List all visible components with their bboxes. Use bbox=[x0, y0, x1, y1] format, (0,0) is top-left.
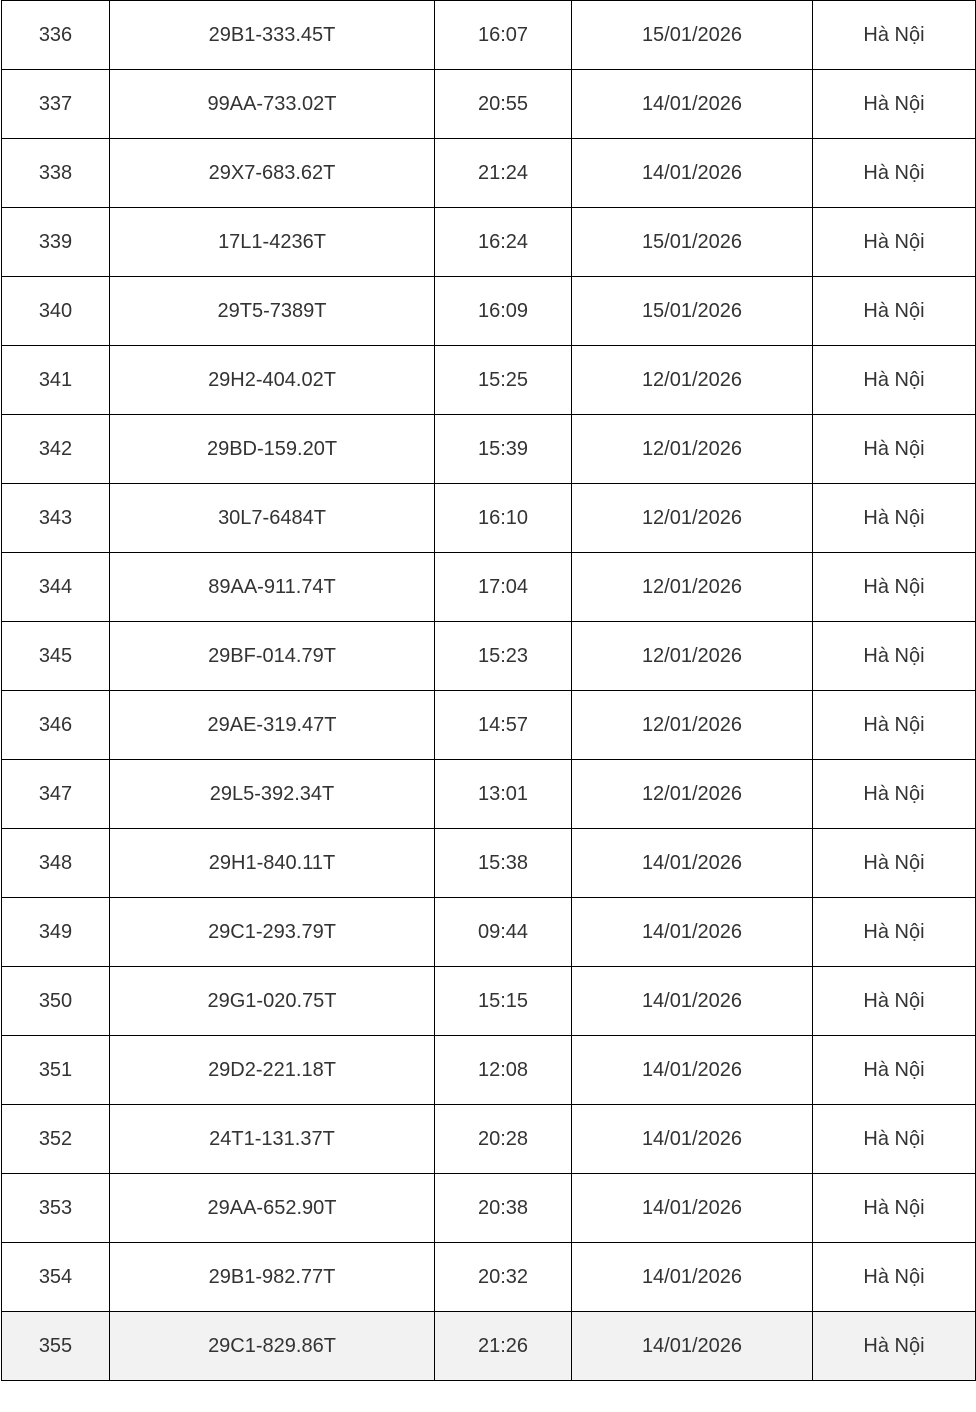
cell-date: 14/01/2026 bbox=[572, 898, 813, 967]
cell-time: 21:26 bbox=[435, 1312, 572, 1381]
table-row-highlighted bbox=[2, 1312, 976, 1381]
table-row bbox=[2, 1, 976, 70]
cell-time: 21:24 bbox=[435, 139, 572, 208]
cell-date: 12/01/2026 bbox=[572, 415, 813, 484]
cell-stt: 355 bbox=[2, 1312, 110, 1381]
cell-stt: 347 bbox=[2, 760, 110, 829]
cell-plate: 99AA-733.02T bbox=[110, 70, 435, 139]
cell-time: 20:32 bbox=[435, 1243, 572, 1312]
cell-date: 14/01/2026 bbox=[572, 829, 813, 898]
cell-plate: 30L7-6484T bbox=[110, 484, 435, 553]
cell-date: 14/01/2026 bbox=[572, 1174, 813, 1243]
cell-place: Hà Nội bbox=[813, 967, 976, 1036]
cell-plate: 29L5-392.34T bbox=[110, 760, 435, 829]
cell-time: 15:23 bbox=[435, 622, 572, 691]
cell-time: 15:38 bbox=[435, 829, 572, 898]
cell-plate: 29B1-333.45T bbox=[110, 1, 435, 70]
cell-time: 15:39 bbox=[435, 415, 572, 484]
cell-time: 17:04 bbox=[435, 553, 572, 622]
cell-plate: 29BD-159.20T bbox=[110, 415, 435, 484]
cell-place: Hà Nội bbox=[813, 691, 976, 760]
cell-time: 16:09 bbox=[435, 277, 572, 346]
cell-time: 15:15 bbox=[435, 967, 572, 1036]
cell-plate: 29C1-293.79T bbox=[110, 898, 435, 967]
cell-place: Hà Nội bbox=[813, 553, 976, 622]
cell-stt: 340 bbox=[2, 277, 110, 346]
cell-time: 20:38 bbox=[435, 1174, 572, 1243]
cell-date: 12/01/2026 bbox=[572, 346, 813, 415]
table-row bbox=[2, 1105, 976, 1174]
table-row bbox=[2, 484, 976, 553]
cell-time: 09:44 bbox=[435, 898, 572, 967]
cell-date: 14/01/2026 bbox=[572, 139, 813, 208]
cell-stt: 346 bbox=[2, 691, 110, 760]
table-row bbox=[2, 346, 976, 415]
cell-place: Hà Nội bbox=[813, 139, 976, 208]
cell-stt: 354 bbox=[2, 1243, 110, 1312]
cell-time: 15:25 bbox=[435, 346, 572, 415]
cell-stt: 338 bbox=[2, 139, 110, 208]
table-row bbox=[2, 1174, 976, 1243]
cell-place: Hà Nội bbox=[813, 70, 976, 139]
table-row bbox=[2, 898, 976, 967]
cell-place: Hà Nội bbox=[813, 1243, 976, 1312]
cell-place: Hà Nội bbox=[813, 346, 976, 415]
table-row bbox=[2, 70, 976, 139]
cell-plate: 24T1-131.37T bbox=[110, 1105, 435, 1174]
cell-date: 15/01/2026 bbox=[572, 1, 813, 70]
cell-plate: 29G1-020.75T bbox=[110, 967, 435, 1036]
table-row bbox=[2, 208, 976, 277]
cell-place: Hà Nội bbox=[813, 829, 976, 898]
violations-table bbox=[1, 0, 976, 1381]
cell-plate: 17L1-4236T bbox=[110, 208, 435, 277]
cell-date: 14/01/2026 bbox=[572, 1243, 813, 1312]
cell-stt: 341 bbox=[2, 346, 110, 415]
cell-plate: 29AA-652.90T bbox=[110, 1174, 435, 1243]
cell-place: Hà Nội bbox=[813, 1105, 976, 1174]
cell-time: 20:55 bbox=[435, 70, 572, 139]
cell-place: Hà Nội bbox=[813, 277, 976, 346]
cell-stt: 343 bbox=[2, 484, 110, 553]
cell-stt: 351 bbox=[2, 1036, 110, 1105]
table-body bbox=[2, 1, 976, 1381]
cell-place: Hà Nội bbox=[813, 898, 976, 967]
cell-plate: 29H1-840.11T bbox=[110, 829, 435, 898]
cell-place: Hà Nội bbox=[813, 415, 976, 484]
cell-date: 14/01/2026 bbox=[572, 967, 813, 1036]
cell-plate: 29B1-982.77T bbox=[110, 1243, 435, 1312]
cell-stt: 348 bbox=[2, 829, 110, 898]
cell-time: 14:57 bbox=[435, 691, 572, 760]
cell-place: Hà Nội bbox=[813, 760, 976, 829]
cell-date: 12/01/2026 bbox=[572, 484, 813, 553]
table-row bbox=[2, 967, 976, 1036]
cell-plate: 29AE-319.47T bbox=[110, 691, 435, 760]
table-row bbox=[2, 1036, 976, 1105]
cell-date: 12/01/2026 bbox=[572, 622, 813, 691]
cell-stt: 336 bbox=[2, 1, 110, 70]
cell-place: Hà Nội bbox=[813, 1174, 976, 1243]
table-row bbox=[2, 277, 976, 346]
cell-stt: 344 bbox=[2, 553, 110, 622]
cell-date: 14/01/2026 bbox=[572, 1312, 813, 1381]
cell-plate: 29X7-683.62T bbox=[110, 139, 435, 208]
cell-date: 12/01/2026 bbox=[572, 691, 813, 760]
cell-stt: 350 bbox=[2, 967, 110, 1036]
cell-time: 13:01 bbox=[435, 760, 572, 829]
table-row bbox=[2, 553, 976, 622]
cell-time: 16:24 bbox=[435, 208, 572, 277]
table-row bbox=[2, 139, 976, 208]
cell-stt: 337 bbox=[2, 70, 110, 139]
cell-date: 12/01/2026 bbox=[572, 553, 813, 622]
cell-plate: 29D2-221.18T bbox=[110, 1036, 435, 1105]
table-row bbox=[2, 691, 976, 760]
table-row bbox=[2, 760, 976, 829]
cell-date: 14/01/2026 bbox=[572, 70, 813, 139]
cell-date: 14/01/2026 bbox=[572, 1036, 813, 1105]
cell-place: Hà Nội bbox=[813, 208, 976, 277]
cell-stt: 352 bbox=[2, 1105, 110, 1174]
cell-plate: 29T5-7389T bbox=[110, 277, 435, 346]
cell-stt: 345 bbox=[2, 622, 110, 691]
cell-place: Hà Nội bbox=[813, 1312, 976, 1381]
cell-time: 20:28 bbox=[435, 1105, 572, 1174]
cell-place: Hà Nội bbox=[813, 1, 976, 70]
cell-time: 12:08 bbox=[435, 1036, 572, 1105]
table-row bbox=[2, 415, 976, 484]
cell-plate: 89AA-911.74T bbox=[110, 553, 435, 622]
table-row bbox=[2, 1243, 976, 1312]
cell-place: Hà Nội bbox=[813, 622, 976, 691]
cell-time: 16:10 bbox=[435, 484, 572, 553]
cell-date: 15/01/2026 bbox=[572, 208, 813, 277]
cell-stt: 339 bbox=[2, 208, 110, 277]
cell-date: 12/01/2026 bbox=[572, 760, 813, 829]
cell-stt: 349 bbox=[2, 898, 110, 967]
cell-date: 14/01/2026 bbox=[572, 1105, 813, 1174]
table-row bbox=[2, 829, 976, 898]
cell-time: 16:07 bbox=[435, 1, 572, 70]
cell-plate: 29H2-404.02T bbox=[110, 346, 435, 415]
cell-date: 15/01/2026 bbox=[572, 277, 813, 346]
cell-plate: 29BF-014.79T bbox=[110, 622, 435, 691]
table-row bbox=[2, 622, 976, 691]
cell-plate: 29C1-829.86T bbox=[110, 1312, 435, 1381]
cell-stt: 353 bbox=[2, 1174, 110, 1243]
cell-place: Hà Nội bbox=[813, 484, 976, 553]
cell-place: Hà Nội bbox=[813, 1036, 976, 1105]
cell-stt: 342 bbox=[2, 415, 110, 484]
